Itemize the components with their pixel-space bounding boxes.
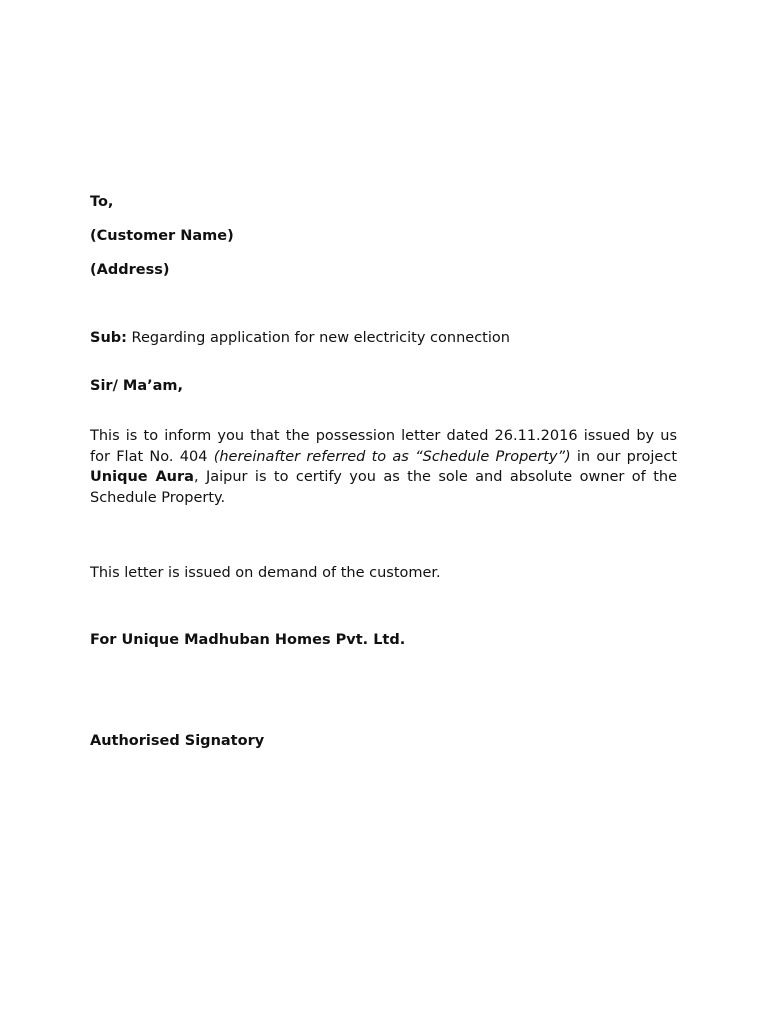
company-line: For Unique Madhuban Homes Pvt. Ltd.	[90, 632, 406, 648]
body-text-1: This is to inform you that the possession letter dated 26.11.2016 issued by us for Flat No. 404	[90, 428, 677, 465]
subject-text: Regarding application for new electricity connection	[126, 330, 510, 346]
body-italic-text: (hereinafter referred to as “Schedule Property”)	[213, 448, 571, 465]
to-line: To,	[90, 194, 114, 210]
subject-label: Sub:	[90, 330, 127, 346]
authorised-signatory: Authorised Signatory	[90, 733, 265, 749]
body-paragraph	[90, 426, 677, 509]
body-text-2: in our project	[570, 448, 677, 465]
closing-note: This letter is issued on demand of the customer.	[90, 565, 441, 581]
salutation: Sir/ Ma’am,	[90, 378, 184, 394]
customer-name: (Customer Name)	[90, 228, 234, 244]
customer-address: (Address)	[90, 262, 170, 278]
project-name: Unique Aura	[90, 469, 194, 486]
subject-line	[90, 328, 510, 348]
body-text-3: , Jaipur is to certify you as the sole and absolute owner of the Schedule Property.	[90, 469, 677, 507]
